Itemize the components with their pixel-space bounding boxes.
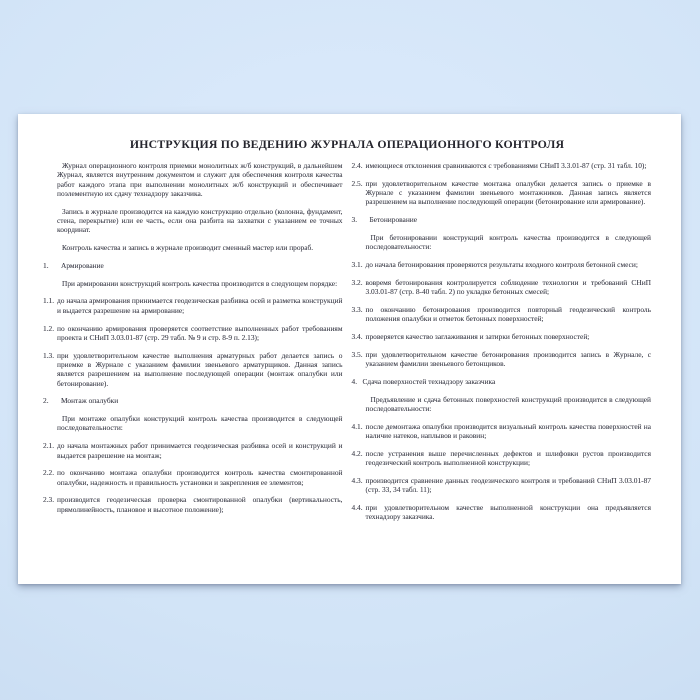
document-title: ИНСТРУКЦИЯ ПО ВЕДЕНИЮ ЖУРНАЛА ОПЕРАЦИОННОГО КОНТРОЛЯ [129,137,565,151]
block-text: Сдача поверхностей технадзору заказчика [362,376,496,386]
numbered-item [352,278,652,297]
section-heading [352,215,652,224]
block-text: Армирование [61,260,104,270]
paragraph [43,279,343,288]
numbered-item [352,161,652,170]
section-heading [352,377,652,386]
block-text: Предъявление и сдача бетонных поверхностей конструкций производится в следующей последовательности: [365,394,651,414]
item-number: 3.5. [351,349,363,359]
document-page [18,114,681,584]
block-text: проверяется качество заглаживания и затирки бетонных поверхностей; [365,332,590,342]
paragraph [43,243,343,252]
item-number: 3.1. [351,260,363,270]
numbered-item [352,305,652,324]
block-text: по окончанию армирования проверяется соответствие выполненных работ требованиям проекта и СНиП 3.03.01-87 (стр. 29 табл. № 9 и стр. 8-9 п. 2.13); [57,323,343,342]
numbered-item [43,468,343,487]
section-heading [43,396,343,405]
block-text: при удовлетворительном качестве выполнения арматурных работ делается запись о приемке в Журнале с указанием фамилии звеньевого арматурщиков. Данная запись является разрешением на выполнение последующей операции (монтаж опалубки или бетонирование). [57,350,343,388]
item-number: 1.1. [43,296,55,306]
block-text: Бетонирование [369,215,418,225]
block-text: При монтаже опалубки конструкций контроль качества производится в следующей последовательности: [57,414,343,433]
block-text: по окончанию монтажа опалубки производится контроль качества смонтированной опалубки, надежность и правильность установки и закрепления ее элементов; [57,468,343,487]
item-number: 1.3. [43,350,55,360]
item-number: 1. [43,260,49,270]
numbered-item [352,260,652,269]
block-text: имеющиеся отклонения сравниваются с требованиями СНиП 3.3.01-87 (стр. 31 табл. 10); [365,161,647,170]
block-text: При армировании конструкций контроль качества производится в следующем порядке: [62,278,338,288]
block-text: при удовлетворительном качестве бетонирования производится запись в Журнале, с указанием фамилии звеньевого бетонщиков. [365,349,651,369]
block-text: при удовлетворительном качестве выполненной конструкции она предъявляется технадзору заказчика. [365,503,651,522]
paragraph [352,233,652,252]
block-text: до начала армирования принимается геодезическая разбивка осей и разметка конструкций и выдается разрешение на армирование; [57,296,343,315]
numbered-item [352,476,652,495]
numbered-item [43,351,343,388]
item-number: 2.1. [43,441,55,451]
numbered-item [352,503,652,522]
item-number: 4.3. [351,476,363,486]
item-number: 3.4. [351,332,363,342]
item-number: 1.2. [43,323,55,333]
block-text: после демонтажа опалубки производится визуальный контроль качества поверхностей на наличие натеков, наплывов и раковин; [365,421,651,441]
block-text: при удовлетворительном качестве монтажа опалубки делается запись о приемке в Журнале с указанием фамилии звеньевого монтажников. Данная запись является разрешением на выполнение последующей операции (бетонирование или армирование). [365,178,651,207]
item-number: 4.2. [351,448,363,458]
item-number: 2.5. [351,178,363,188]
numbered-item [352,449,652,468]
item-number: 3. [351,215,358,225]
block-text: производится сравнение данных геодезического контроля и требований СНиП 3.03.01-87 (стр. 33, 34 табл. 11); [365,476,651,495]
numbered-item [352,422,652,441]
block-text: Журнал операционного контроля приемки монолитных ж/б конструкций, в дальнейшем Журнал, является внутренним документом и служит для обеспечения контроля качества работ каждого этапа при выполнении монолитных ж/б конструкций и обеспечивает поэлементную их сдачу технадзору заказчика. [57,161,343,198]
paragraph [43,414,343,433]
block-text: Монтаж опалубки [61,396,119,406]
item-number: 4.1. [351,421,363,431]
block-text: до начала бетонирования проверяются результаты входного контроля бетонной смеси; [365,260,638,270]
paragraph [352,395,652,414]
column-left [43,161,343,530]
block-text: вовремя бетонирования контролируется соблюдение технологии и требований СНиП 3.03.01-87 (стр. 8-40 табл. 2) по укладке бетонных смесей; [365,277,651,297]
paragraph [43,207,343,235]
item-number: 3.2. [351,277,363,287]
item-number: 4. [351,376,358,386]
numbered-item [352,332,652,341]
document-body [43,161,651,530]
column-right [352,161,652,530]
block-text: Контроль качества и запись в журнале производит сменный мастер или прораб. [62,243,314,253]
block-text: производится геодезическая проверка смонтированной опалубки (вертикальность, прямолинейность, плановое и высотное положение); [57,495,343,514]
item-number: 2.4. [351,161,363,170]
numbered-item [43,296,343,315]
item-number: 4.4. [351,503,363,513]
paragraph [43,161,343,198]
block-text: после устранения выше перечисленных дефектов и шлифовки рустов производится геодезический контроль выполненной конструкции; [365,448,651,468]
block-text: При бетонировании конструкций контроль качества производится в следующей последовательности: [365,232,651,252]
numbered-item [352,179,652,207]
section-heading [43,261,343,270]
numbered-item [43,441,343,460]
block-text: Запись в журнале производится на каждую конструкцию отдельно (колонна, фундамент, стена, перекрытие) или ее часть, если она разбита на захватки с указанием ее точных координат. [57,206,343,235]
item-number: 2.2. [43,468,55,478]
block-text: по окончанию бетонирования производится повторный геодезический контроль положения опалубки и отметок бетонных поверхностей; [365,304,651,324]
item-number: 2.3. [43,495,55,505]
item-number: 2. [43,396,49,406]
item-number: 3.3. [351,304,363,314]
numbered-item [352,350,652,369]
block-text: до начала монтажных работ принимается геодезическая разбивка осей и конструкций и выдается разрешение на монтаж; [57,441,343,460]
numbered-item [43,324,343,343]
numbered-item [43,495,343,514]
